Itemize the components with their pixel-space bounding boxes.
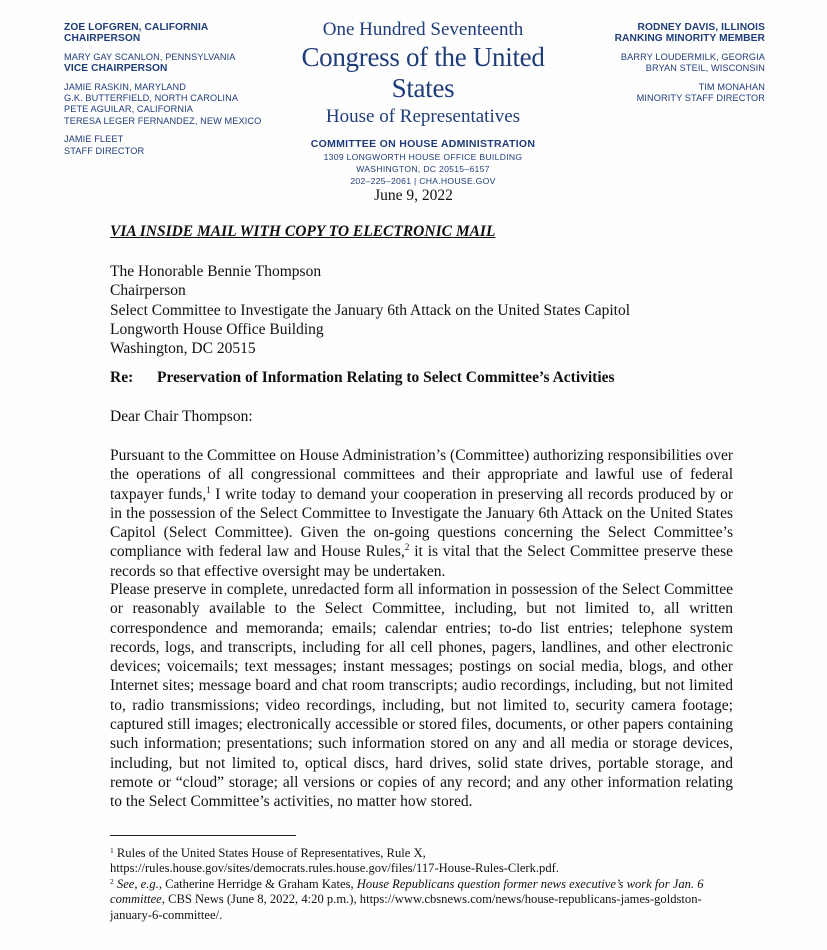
minority-staff-title: MINORITY STAFF DIRECTOR <box>636 93 765 104</box>
minority-member: BRYAN STEIL, WISCONSIN <box>645 63 765 74</box>
footnote-2-reference: 2 <box>404 542 410 553</box>
congress-title: Congress of the United States <box>301 42 545 103</box>
recipient-line: Select Committee to Investigate the January 6th Attack on the United States Capitol <box>110 301 630 319</box>
congress-letterhead <box>270 18 576 187</box>
staff-director-title: STAFF DIRECTOR <box>64 145 145 156</box>
subject-text: Preservation of Information Relating to Select Committee’s Activities <box>157 369 615 386</box>
footnote-2-mark: 2 <box>110 877 114 886</box>
footnote-2 <box>110 877 730 923</box>
footnote-2-authors: Catherine Herridge & Graham Kates, <box>162 877 357 891</box>
recipient-line: Washington, DC 20515 <box>110 340 256 358</box>
majority-member: TERESA LEGER FERNANDEZ, NEW MEXICO <box>64 115 262 126</box>
congress-number: One Hundred Seventeenth <box>322 19 524 40</box>
chamber-name: House of Representatives <box>325 106 521 127</box>
majority-member: JAMIE RASKIN, MARYLAND <box>64 81 187 92</box>
recipient-address <box>110 262 630 358</box>
minority-members-column <box>615 22 765 111</box>
salutation: Dear Chair Thompson: <box>110 408 253 425</box>
ranking-member-title: RANKING MINORITY MEMBER <box>614 33 765 45</box>
chair-title: CHAIRPERSON <box>64 33 141 45</box>
committee-address-line2: WASHINGTON, DC 20515–6157 <box>356 164 490 174</box>
delivery-method: VIA INSIDE MAIL WITH COPY TO ELECTRONIC MAIL <box>110 223 496 240</box>
footnote-1-url: https://rules.house.gov/sites/democrats.rules.house.gov/files/117-House-Rules-Clerk.pdf. <box>110 861 559 876</box>
subject-line <box>110 368 615 387</box>
paragraph-1-text: it is vital that the Select Committee preserve these records so that effective oversight may be undertaken. <box>110 543 733 580</box>
minority-staff-name: TIM MONAHAN <box>698 81 765 92</box>
paragraph-1-text: Pursuant to the Committee on House Administration’s (Committee) authorizing responsibilities over the operations of all congressional committees and their appropriate and lawful use of federal taxpayer funds, <box>110 447 733 503</box>
committee-contact: 202–225–2061 | CHA.HOUSE.GOV <box>350 176 496 186</box>
subject-label: Re: <box>110 369 134 386</box>
vice-chair-title: VICE CHAIRPERSON <box>64 63 168 75</box>
recipient-line: Longworth House Office Building <box>110 320 324 338</box>
letter-date: June 9, 2022 <box>374 187 453 204</box>
vice-chair-name: MARY GAY SCANLON, PENNSYLVANIA <box>64 51 236 62</box>
recipient-line: Chairperson <box>110 282 186 300</box>
paragraph-1 <box>110 446 733 581</box>
footnote-2-article-title: House Republicans question former news executive’s work for Jan. 6 committee <box>110 877 704 907</box>
paragraph-1-text: I write today to demand your cooperation in preserving all records produced by or in the possession of the Select Committee to Investigate the January 6th Attack on the United States Capitol (Select Committee). Given the on-going questions concerning the Select Committee’s compliance with federal law and House Rules, <box>110 485 733 561</box>
ranking-member-name: RODNEY DAVIS, ILLINOIS <box>637 22 765 33</box>
footnote-1-text: Rules of the United States House of Representatives, Rule X, <box>113 846 426 860</box>
paragraph-2: Please preserve in complete, unredacted form all information in possession of the Select Committee or reasonably available to the Select Committee, including, but not limited to, all written correspondence and memoranda; emails; calendar entries; to-do list entries; telephone system records, logs, and transcripts, including for all cell phones, pagers, landlines, and other electronic devices; voicemails; text messages; instant messages; postings on social media, blogs, and other Internet sites; message board and chat room transcripts; audio recordings, including, but not limited to, radio transmissions; video recordings, including, but not limited to, security camera footage; captured still images; electronically accessible or stored files, documents, or other papers containing such information; presentations; such information stored on any and all media or storage devices, including, but not limited to, optical discs, hard drives, solid state drives, portable storage, and remote or “cloud” storage; all versions or copies of any record; and any other information relating to the Select Committee’s activities, no matter how stored. <box>110 581 733 811</box>
majority-members-column <box>64 22 261 164</box>
majority-member: G.K. BUTTERFIELD, NORTH CAROLINA <box>64 93 239 104</box>
footnote-2-source: , CBS News (June 8, 2022, 4:20 p.m.), https://www.cbsnews.com/news/house-republicans-james-goldston-january-6-committee/. <box>110 892 702 922</box>
footnote-1-reference: 1 <box>206 484 211 495</box>
majority-member: PETE AGUILAR, CALIFORNIA <box>64 104 194 115</box>
committee-name: COMMITTEE ON HOUSE ADMINISTRATION <box>310 138 536 150</box>
minority-member: BARRY LOUDERMILK, GEORGIA <box>620 51 765 62</box>
committee-address-line1: 1309 LONGWORTH HOUSE OFFICE BUILDING <box>323 152 523 162</box>
chair-name: ZOE LOFGREN, CALIFORNIA <box>64 22 209 33</box>
footnote-1-mark: 1 <box>110 846 114 855</box>
staff-director-name: JAMIE FLEET <box>64 134 124 145</box>
footnote-divider <box>110 835 296 836</box>
footnote-2-signal: See, e.g., <box>113 877 163 891</box>
footnote-1 <box>110 846 730 877</box>
recipient-line: The Honorable Bennie Thompson <box>110 263 322 280</box>
